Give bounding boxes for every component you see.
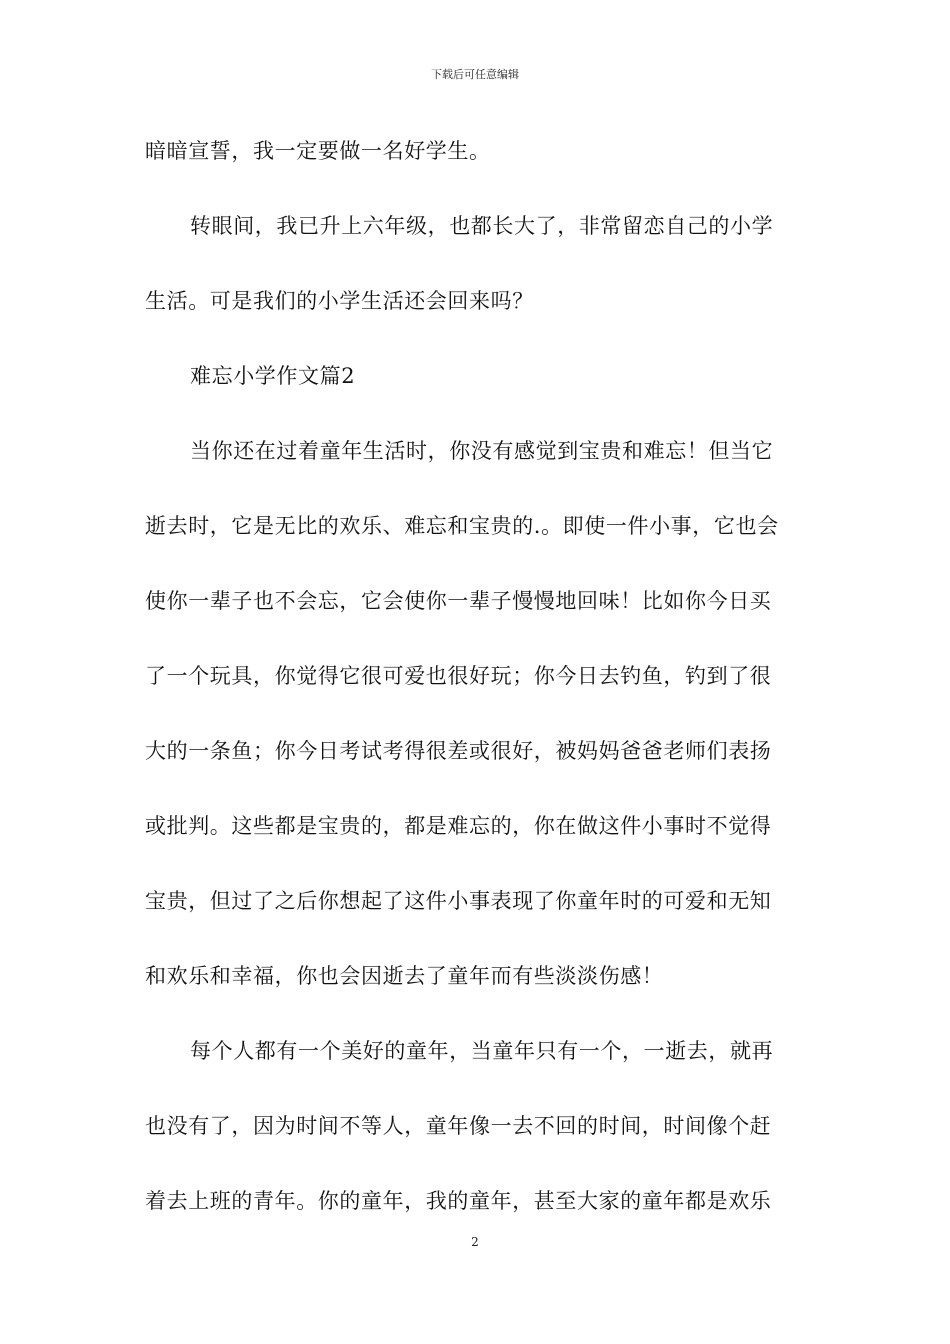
body-line: 和欢乐和幸福，你也会因逝去了童年而有些淡淡伤感！ xyxy=(145,964,664,988)
body-line: 也没有了，因为时间不等人，童年像一去不回的时间，时间像个赶 xyxy=(145,1114,772,1138)
page-number: 2 xyxy=(471,1235,479,1249)
body-line: 生活。可是我们的小学生活还会回来吗？ xyxy=(145,289,534,313)
body-line: 了一个玩具，你觉得它很可爱也很好玩；你今日去钓鱼，钓到了很 xyxy=(145,664,772,688)
section-heading: 难忘小学作文篇2 xyxy=(190,364,356,388)
body-line: 大的一条鱼；你今日考试考得很差或很好，被妈妈爸爸老师们表扬 xyxy=(145,739,772,763)
body-line: 或批判。这些都是宝贵的，都是难忘的，你在做这件小事时不觉得 xyxy=(145,814,772,838)
body-line: 宝贵，但过了之后你想起了这件小事表现了你童年时的可爱和无知 xyxy=(145,889,772,913)
body-line: 使你一辈子也不会忘，它会使你一辈子慢慢地回味！比如你今日买 xyxy=(145,589,772,613)
body-line: 着去上班的青年。你的童年，我的童年，甚至大家的童年都是欢乐 xyxy=(145,1189,772,1213)
paragraph-first-line: 每个人都有一个美好的童年，当童年只有一个，一逝去，就再 xyxy=(190,1039,774,1063)
paragraph-first-line: 转眼间，我已升上六年级，也都长大了，非常留恋自己的小学 xyxy=(190,214,774,238)
body-line: 逝去时，它是无比的欢乐、难忘和宝贵的.。即使一件小事，它也会 xyxy=(145,514,779,538)
page-header: 下载后可任意编辑 xyxy=(431,68,519,81)
body-line: 暗暗宣誓，我一定要做一名好学生。 xyxy=(145,139,491,163)
paragraph-first-line: 当你还在过着童年生活时，你没有感觉到宝贵和难忘！但当它 xyxy=(190,439,774,463)
